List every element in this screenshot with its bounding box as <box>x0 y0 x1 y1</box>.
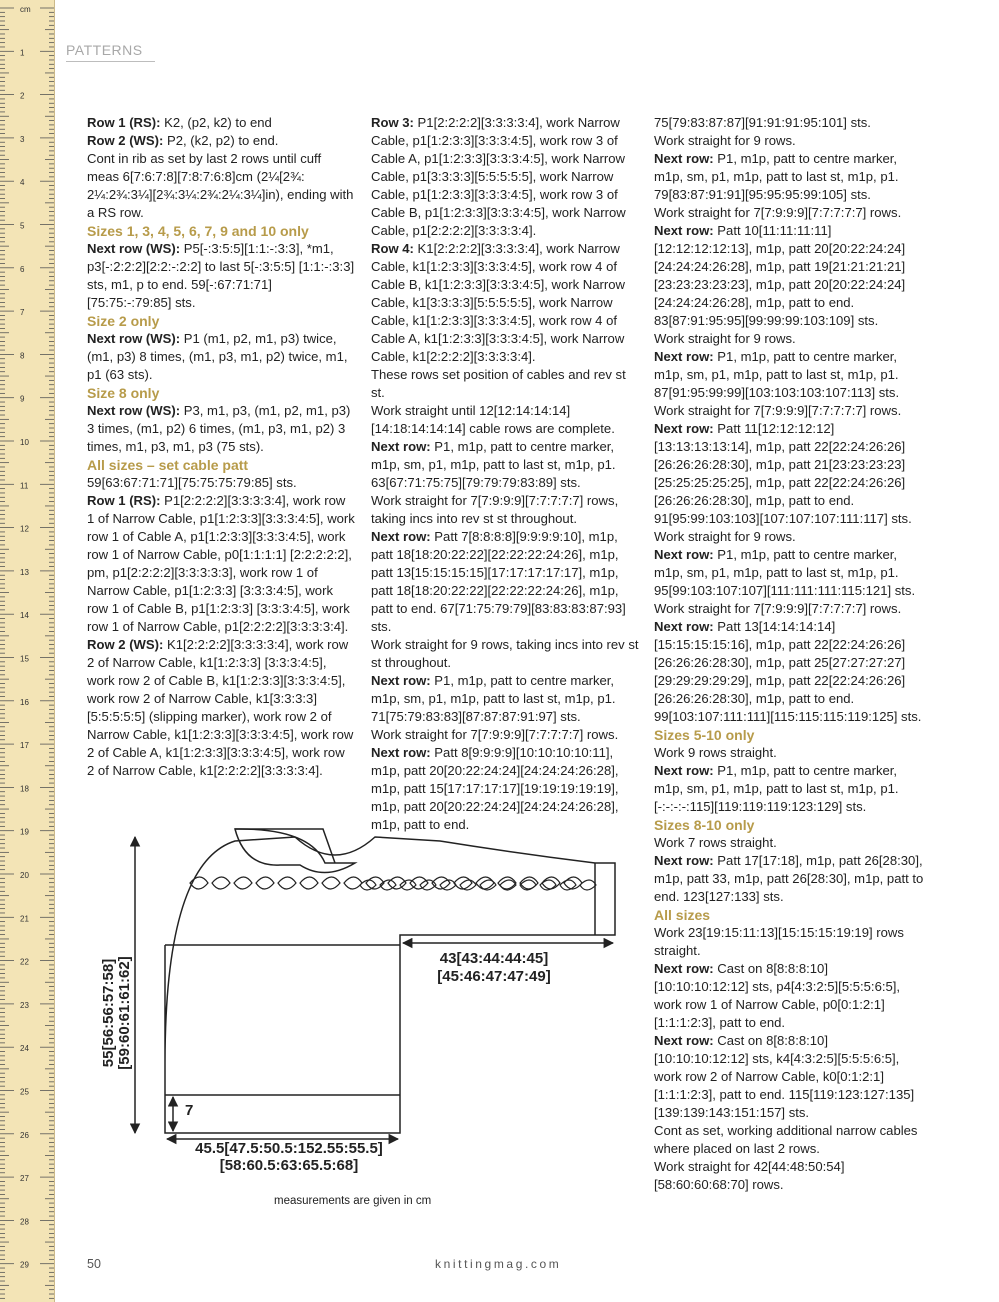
instruction-paragraph <box>87 132 355 150</box>
sleeve-label-1: 43[43:44:44:45] <box>439 950 549 967</box>
instruction-text: Work straight for 9 rows. <box>654 331 796 346</box>
ruler-label: 5 <box>20 221 25 231</box>
cable-twist <box>300 877 318 889</box>
size-heading: Size 8 only <box>87 385 160 401</box>
ruler-label: 18 <box>20 784 29 794</box>
page-number: 50 <box>87 1257 101 1271</box>
sweater-schematic <box>95 823 640 1193</box>
instruction-paragraph <box>654 114 924 132</box>
row-label: Row 1 (RS): <box>87 115 161 130</box>
diagram-caption: measurements are given in cm <box>274 1195 432 1207</box>
instruction-paragraph <box>654 132 924 150</box>
row-label: Next row: <box>654 619 714 634</box>
instruction-text: 75[79:83:87:87][91:91:91:95:101] sts. <box>654 115 871 130</box>
row-label: Next row: <box>654 421 714 436</box>
ruler-label: 20 <box>20 871 29 880</box>
instruction-text: K1[2:2:2:2][3:3:3:3:4], work Narrow Cable, k1[1:2:3:3][3:3:3:4:5], work row 4 of Cable B, k1[1:2:3:3][3:3:3:4:5], work Narrow Cable, k1[3:3:3:3][5:5:5:5:5], work Narrow Cable, k1[1:2:3:3][3:3:3:4:5], work row 4 of Cable A, k1[1:2:3:3][3:3:3:4:5], work Narrow Cable, k1[2:2:2:2][3:3:3:3:4]. <box>371 241 625 364</box>
instruction-paragraph <box>371 438 639 492</box>
ruler-label: 29 <box>20 1260 29 1270</box>
instruction-text: P1[2:2:2:2][3:3:3:3:4], work row 1 of Narrow Cable, p1[1:2:3:3][3:3:3:4:5], work row 1 of Cable A, p1[1:2:3:3][3:3:3:4:5], work row 1 of Narrow Cable, p0[1:1:1:1] [2:2:2:2:2], pm, p1[2:2:2:2][3:3:3:3:3], work row 1 of Narrow Cable, p1[1:2:3:3] [3:3:3:4:5], work row 1 of Cable B, p1[1:2:3:3] [3:3:3:4:5], work row 1 of Narrow Cable, p1[2:2:2:2][3:3:3:3:4]. <box>87 493 355 634</box>
ruler-label: 14 <box>20 611 29 621</box>
ruler-label: 24 <box>20 1044 29 1054</box>
row-label: Next row (WS): <box>87 241 181 256</box>
ruler-label: 17 <box>20 741 29 751</box>
size-heading: Sizes 8-10 only <box>654 817 755 833</box>
ruler-label: 27 <box>20 1174 29 1184</box>
ruler-label: 22 <box>20 957 29 967</box>
instruction-paragraph <box>654 924 924 960</box>
instruction-text: P1, m1p, patt to centre marker, m1p, sm, p1, m1p, patt to last st, m1p, p1. 95[99:103:107:107][111:111:111:115:121] sts. <box>654 547 916 598</box>
cable-twist <box>212 877 230 889</box>
instruction-paragraph <box>371 672 639 726</box>
instruction-text: Work 23[19:15:11:13][15:15:15:19:19] rows straight. <box>654 925 904 958</box>
instruction-text: P5[-:3:5:5][1:1:-:3:3], *m1, p3[-:2:2:2][2:2:-:2:2] to last 5[-:3:5:5] [1:1:-:3:3] sts, m1, p to end. 59[-:67:71:71][75:75:-:79:85] sts. <box>87 241 355 310</box>
cable-twist <box>322 877 340 889</box>
instruction-text: Patt 13[14:14:14:14][15:15:15:15:16], m1p, patt 22[22:24:26:26][26:26:26:28:30], m1p, patt 25[27:27:27:27][29:29:29:29:29], m1p, patt 22[22:24:26:26][26:26:26:28:30], m1p, patt to end. 99[103:107:111:111][115:115:115:119:125] sts. <box>654 619 922 724</box>
instruction-text: Work straight for 42[44:48:50:54] [58:60:60:68:70] rows. <box>654 1159 845 1192</box>
instruction-text: Cast on 8[8:8:8:10] [10:10:10:12:12] sts, k4[4:3:2:5][5:5:5:6:5], work row 2 of Narrow Cable, k0[0:1:2:1] [1:1:1:2:3], patt to end. 115[119:123:127:135][139:139:143:151:157] sts. <box>654 1033 915 1120</box>
instruction-text: 59[63:67:71:71][75:75:75:79:85] sts. <box>87 475 297 490</box>
instruction-text: P1, m1p, patt to centre marker, m1p, sm, p1, m1p, patt to last st, m1p, p1. 71[75:79:83:83][87:87:87:91:97] sts. <box>371 673 616 724</box>
row-label: Next row: <box>654 853 714 868</box>
row-label: Next row: <box>654 961 714 976</box>
cable-twist <box>476 877 494 889</box>
instruction-text: P3, m1, p3, (m1, p2, m1, p3) 3 times, (m1, p2) 6 times, (m1, p3, m1, p2) 3 times, m1, p3, m1, p3 (75 sts). <box>87 403 351 454</box>
instruction-paragraph <box>654 222 924 330</box>
instruction-text: Work straight for 9 rows, taking incs into rev st st throughout. <box>371 637 639 670</box>
instruction-text: P2, (k2, p2) to end. <box>163 133 279 148</box>
cable-twist <box>388 877 406 889</box>
row-label: Row 2 (WS): <box>87 637 164 652</box>
width-label-2: [58:60.5:63:65.5:68] <box>219 1157 359 1174</box>
instruction-paragraph <box>654 204 924 222</box>
ruler-label: 2 <box>20 91 25 101</box>
ruler-label: 21 <box>20 914 29 924</box>
instruction-paragraph <box>87 492 355 636</box>
ruler-label: 10 <box>20 438 29 447</box>
ruler-label: 8 <box>20 351 25 361</box>
row-label: Next row (WS): <box>87 403 181 418</box>
instruction-text: P1 (m1, p2, m1, p3) twice, (m1, p3) 8 times, (m1, p3, m1, p2) twice, m1, p1 (63 sts). <box>87 331 348 382</box>
instruction-paragraph <box>654 546 924 600</box>
instruction-paragraph <box>87 240 355 312</box>
ruler-label: 16 <box>20 697 29 707</box>
instruction-text: Work straight for 9 rows. <box>654 133 796 148</box>
instruction-paragraph <box>654 762 924 816</box>
cable-twist <box>256 877 274 889</box>
row-label: Row 1 (RS): <box>87 493 161 508</box>
ruler-label: 6 <box>20 264 25 274</box>
ruler-label: 12 <box>20 524 29 534</box>
instruction-paragraph <box>654 744 924 762</box>
instruction-paragraph <box>87 402 355 456</box>
cable-pattern <box>190 877 596 890</box>
size-heading: Sizes 1, 3, 4, 5, 6, 7, 9 and 10 only <box>87 223 309 239</box>
column-3 <box>654 114 924 1194</box>
instruction-paragraph <box>87 474 355 492</box>
instruction-text: Work straight for 7[7:9:9:9][7:7:7:7:7] rows. <box>371 727 619 742</box>
instruction-text: P1, m1p, patt to centre marker, m1p, sm, p1, m1p, patt to last st, m1p, p1. 63[67:71:75:75][79:79:79:83:89] sts. <box>371 439 616 490</box>
instruction-paragraph <box>371 492 639 528</box>
cable-twist <box>580 880 596 890</box>
instruction-text: P1, m1p, patt to centre marker, m1p, sm, p1, m1p, patt to last st, m1p, p1. [-:-:-:-:115][119:119:119:123:129] sts. <box>654 763 899 814</box>
row-label: Next row: <box>654 349 714 364</box>
cable-twist <box>234 877 252 889</box>
instruction-paragraph <box>371 240 639 366</box>
instruction-paragraph <box>654 348 924 402</box>
instruction-text: Patt 7[8:8:8:8][9:9:9:9:10], m1p, patt 18[18:20:22:22][22:22:22:24:26], m1p, patt 13[15:15:15:15][17:17:17:17:17], m1p, patt 18[18:20:22:22][22:22:22:24:26], m1p, patt to end. 67[71:75:79:79][83:83:83:87:93] sts. <box>371 529 626 634</box>
instruction-text: Work straight for 9 rows. <box>654 529 796 544</box>
instruction-paragraph <box>371 636 639 672</box>
column-1 <box>87 114 355 780</box>
instruction-text: Patt 10[11:11:11:11][12:12:12:12:13], m1p, patt 20[20:22:24:24][24:24:24:26:28], m1p, patt 19[21:21:21:21][23:23:23:23:23], m1p, patt 20[20:22:24:24][24:24:24:26:28], m1p, patt to end. 83[87:91:95:95][99:99:99:103:109] sts. <box>654 223 906 328</box>
instruction-paragraph <box>371 744 639 834</box>
height-label-1: 55[56:56:57:58] <box>100 958 117 1068</box>
row-label: Row 4: <box>371 241 414 256</box>
instruction-text: Work straight for 7[7:9:9:9][7:7:7:7:7] rows, taking incs into rev st st throughout. <box>371 493 619 526</box>
row-label: Next row: <box>654 151 714 166</box>
website-url: knittingmag.com <box>435 1257 562 1271</box>
instruction-paragraph <box>654 528 924 546</box>
instruction-paragraph <box>654 1032 924 1122</box>
size-heading: All sizes – set cable patt <box>87 457 249 473</box>
size-heading: Sizes 5-10 only <box>654 727 755 743</box>
column-2 <box>371 114 639 834</box>
ruler-label: 23 <box>20 1000 29 1010</box>
instruction-paragraph <box>87 114 355 132</box>
instruction-text: Patt 11[12:12:12:12][13:13:13:13:14], m1p, patt 22[22:24:26:26][26:26:26:28:30], m1p, patt 21[23:23:23:23][25:25:25:25:25], m1p, patt 22[22:24:26:26][26:26:26:28:30], m1p, patt to end. 91[95:99:103:103][107:107:107:111:117] sts. <box>654 421 912 526</box>
instruction-paragraph <box>654 1158 924 1194</box>
instruction-text: Work 7 rows straight. <box>654 835 777 850</box>
ruler-label: 19 <box>20 827 29 837</box>
header-divider <box>66 61 155 62</box>
ruler-label: 28 <box>20 1217 29 1227</box>
ruler-label: 26 <box>20 1130 29 1140</box>
instruction-paragraph <box>654 960 924 1032</box>
instruction-text: Cast on 8[8:8:8:10] [10:10:10:12:12] sts, p4[4:3:2:5][5:5:5:6:5], work row 1 of Narrow Cable, p0[0:1:2:1] [1:1:1:2:3], patt to end. <box>654 961 901 1030</box>
row-label: Next row: <box>654 763 714 778</box>
instruction-text: K1[2:2:2:2][3:3:3:3:4], work row 2 of Narrow Cable, k1[1:2:3:3] [3:3:3:4:5], work row 2 of Cable B, k1[1:2:3:3][3:3:3:4:5], work row 2 of Narrow Cable, k1[3:3:3:3][5:5:5:5:5] (slipping marker), work row 2 of Narrow Cable, k1[1:2:3:3][3:3:3:4:5], work row 2 of Cable A, k1[1:2:3:3][3:3:3:4:5], work row 2 of Narrow Cable, k1[2:2:2:2][3:3:3:3:4]. <box>87 637 354 778</box>
ruler-label: 7 <box>20 308 25 318</box>
instruction-text: K2, (p2, k2) to end <box>160 115 272 130</box>
cable-twist <box>400 880 416 890</box>
instruction-paragraph <box>654 330 924 348</box>
instruction-paragraph <box>654 852 924 906</box>
instruction-text: Work 9 rows straight. <box>654 745 777 760</box>
ruler-label: 15 <box>20 654 29 664</box>
instruction-text: P1, m1p, patt to centre marker, m1p, sm, p1, m1p, patt to last st, m1p, p1. 87[91:95:99:99][103:103:103:107:113] sts. <box>654 349 900 400</box>
instruction-text: Patt 17[17:18], m1p, patt 26[28:30], m1p, patt 33, m1p, patt 26[28:30], m1p, patt to end. 123[127:133] sts. <box>654 853 924 904</box>
neckline <box>235 829 355 873</box>
instruction-paragraph <box>87 330 355 384</box>
row-label: Next row: <box>654 1033 714 1048</box>
row-label: Next row (WS): <box>87 331 181 346</box>
sleeve-label-2: [45:46:47:47:49] <box>437 968 551 985</box>
instruction-text: Patt 8[9:9:9:9][10:10:10:10:11], m1p, patt 20[20:22:24:24][24:24:24:26:28], m1p, patt 15[17:17:17:17][19:19:19:19:19], m1p, patt 20[20:22:24:24][24:24:24:26:28], m1p, patt to end. <box>371 745 619 832</box>
instruction-paragraph <box>371 726 639 744</box>
row-label: Next row: <box>371 673 431 688</box>
instruction-paragraph <box>371 366 639 402</box>
instruction-text: Work straight for 7[7:9:9:9][7:7:7:7:7] rows. <box>654 601 902 616</box>
row-label: Row 2 (WS): <box>87 133 164 148</box>
row-label: Row 3: <box>371 115 414 130</box>
ruler-ticks <box>0 0 54 1302</box>
instruction-paragraph <box>87 636 355 780</box>
ruler-label: 9 <box>20 394 25 404</box>
instruction-text: Work straight for 7[7:9:9:9][7:7:7:7:7] rows. <box>654 205 902 220</box>
row-label: Next row: <box>371 529 431 544</box>
instruction-paragraph <box>654 402 924 420</box>
instruction-paragraph <box>371 114 639 240</box>
row-label: Next row: <box>371 745 431 760</box>
instruction-text: Cont as set, working additional narrow cables where placed on last 2 rows. <box>654 1123 918 1156</box>
schematic-svg <box>95 823 640 1193</box>
instruction-paragraph <box>654 618 924 726</box>
measuring-ruler <box>0 0 55 1302</box>
ruler-label: 11 <box>20 481 29 491</box>
instruction-text: P1, m1p, patt to centre marker, m1p, sm, p1, m1p, patt to last st, m1p, p1. 79[83:87:91:91][95:95:95:99:105] sts. <box>654 151 899 202</box>
instruction-paragraph <box>87 150 355 222</box>
ruler-label: 4 <box>20 178 25 188</box>
instruction-text: Work straight for 7[7:9:9:9][7:7:7:7:7] rows. <box>654 403 902 418</box>
size-heading: All sizes <box>654 907 711 923</box>
cable-twist <box>542 877 560 889</box>
hem-label: 7 <box>185 1102 194 1119</box>
instruction-paragraph <box>654 420 924 528</box>
size-heading: Size 2 only <box>87 313 160 329</box>
row-label: Next row: <box>654 547 714 562</box>
cable-twist <box>344 877 362 889</box>
row-label: Next row: <box>371 439 431 454</box>
ruler-label: 3 <box>20 134 25 144</box>
instruction-paragraph <box>371 528 639 636</box>
ruler-label: cm <box>20 5 31 14</box>
instruction-paragraph <box>654 600 924 618</box>
instruction-text: These rows set position of cables and rev st st. <box>371 367 626 400</box>
ruler-label: 13 <box>20 567 29 577</box>
cable-twist <box>278 877 296 889</box>
height-label-2: [59:60:61:61:62] <box>116 956 133 1070</box>
ruler-label: 1 <box>20 48 25 58</box>
section-header: PATTERNS <box>66 42 143 58</box>
row-label: Next row: <box>654 223 714 238</box>
instruction-paragraph <box>371 402 639 438</box>
instruction-paragraph <box>654 150 924 204</box>
instruction-paragraph <box>654 1122 924 1158</box>
ruler-label: 25 <box>20 1087 29 1097</box>
width-label-1: 45.5[47.5:50.5:152.55:55.5] <box>195 1140 383 1157</box>
instruction-text: Cont in rib as set by last 2 rows until cuff meas 6[7:6:7:8][7:8:7:6:8]cm (2¼[2¾: 2¼:2¾:3¼][2¾:3¼:2¾:2¼:3¼]in), ending with a RS row. <box>87 151 354 220</box>
cable-twist <box>460 880 476 890</box>
instruction-text: P1[2:2:2:2][3:3:3:3:4], work Narrow Cable, p1[1:2:3:3][3:3:3:4:5], work row 3 of Cable A, p1[1:2:3:3][3:3:3:4:5], work Narrow Cable, p1[3:3:3:3][5:5:5:5:5], work Narrow Cable, p1[1:2:3:3][3:3:3:4:5], work row 3 of Cable B, p1[1:2:3:3][3:3:3:4:5], work Narrow Cable, p1[2:2:2:2][3:3:3:3:4]. <box>371 115 626 238</box>
instruction-paragraph <box>654 834 924 852</box>
instruction-text: Work straight until 12[12:14:14:14] [14:18:14:14:14] cable rows are complete. <box>371 403 615 436</box>
